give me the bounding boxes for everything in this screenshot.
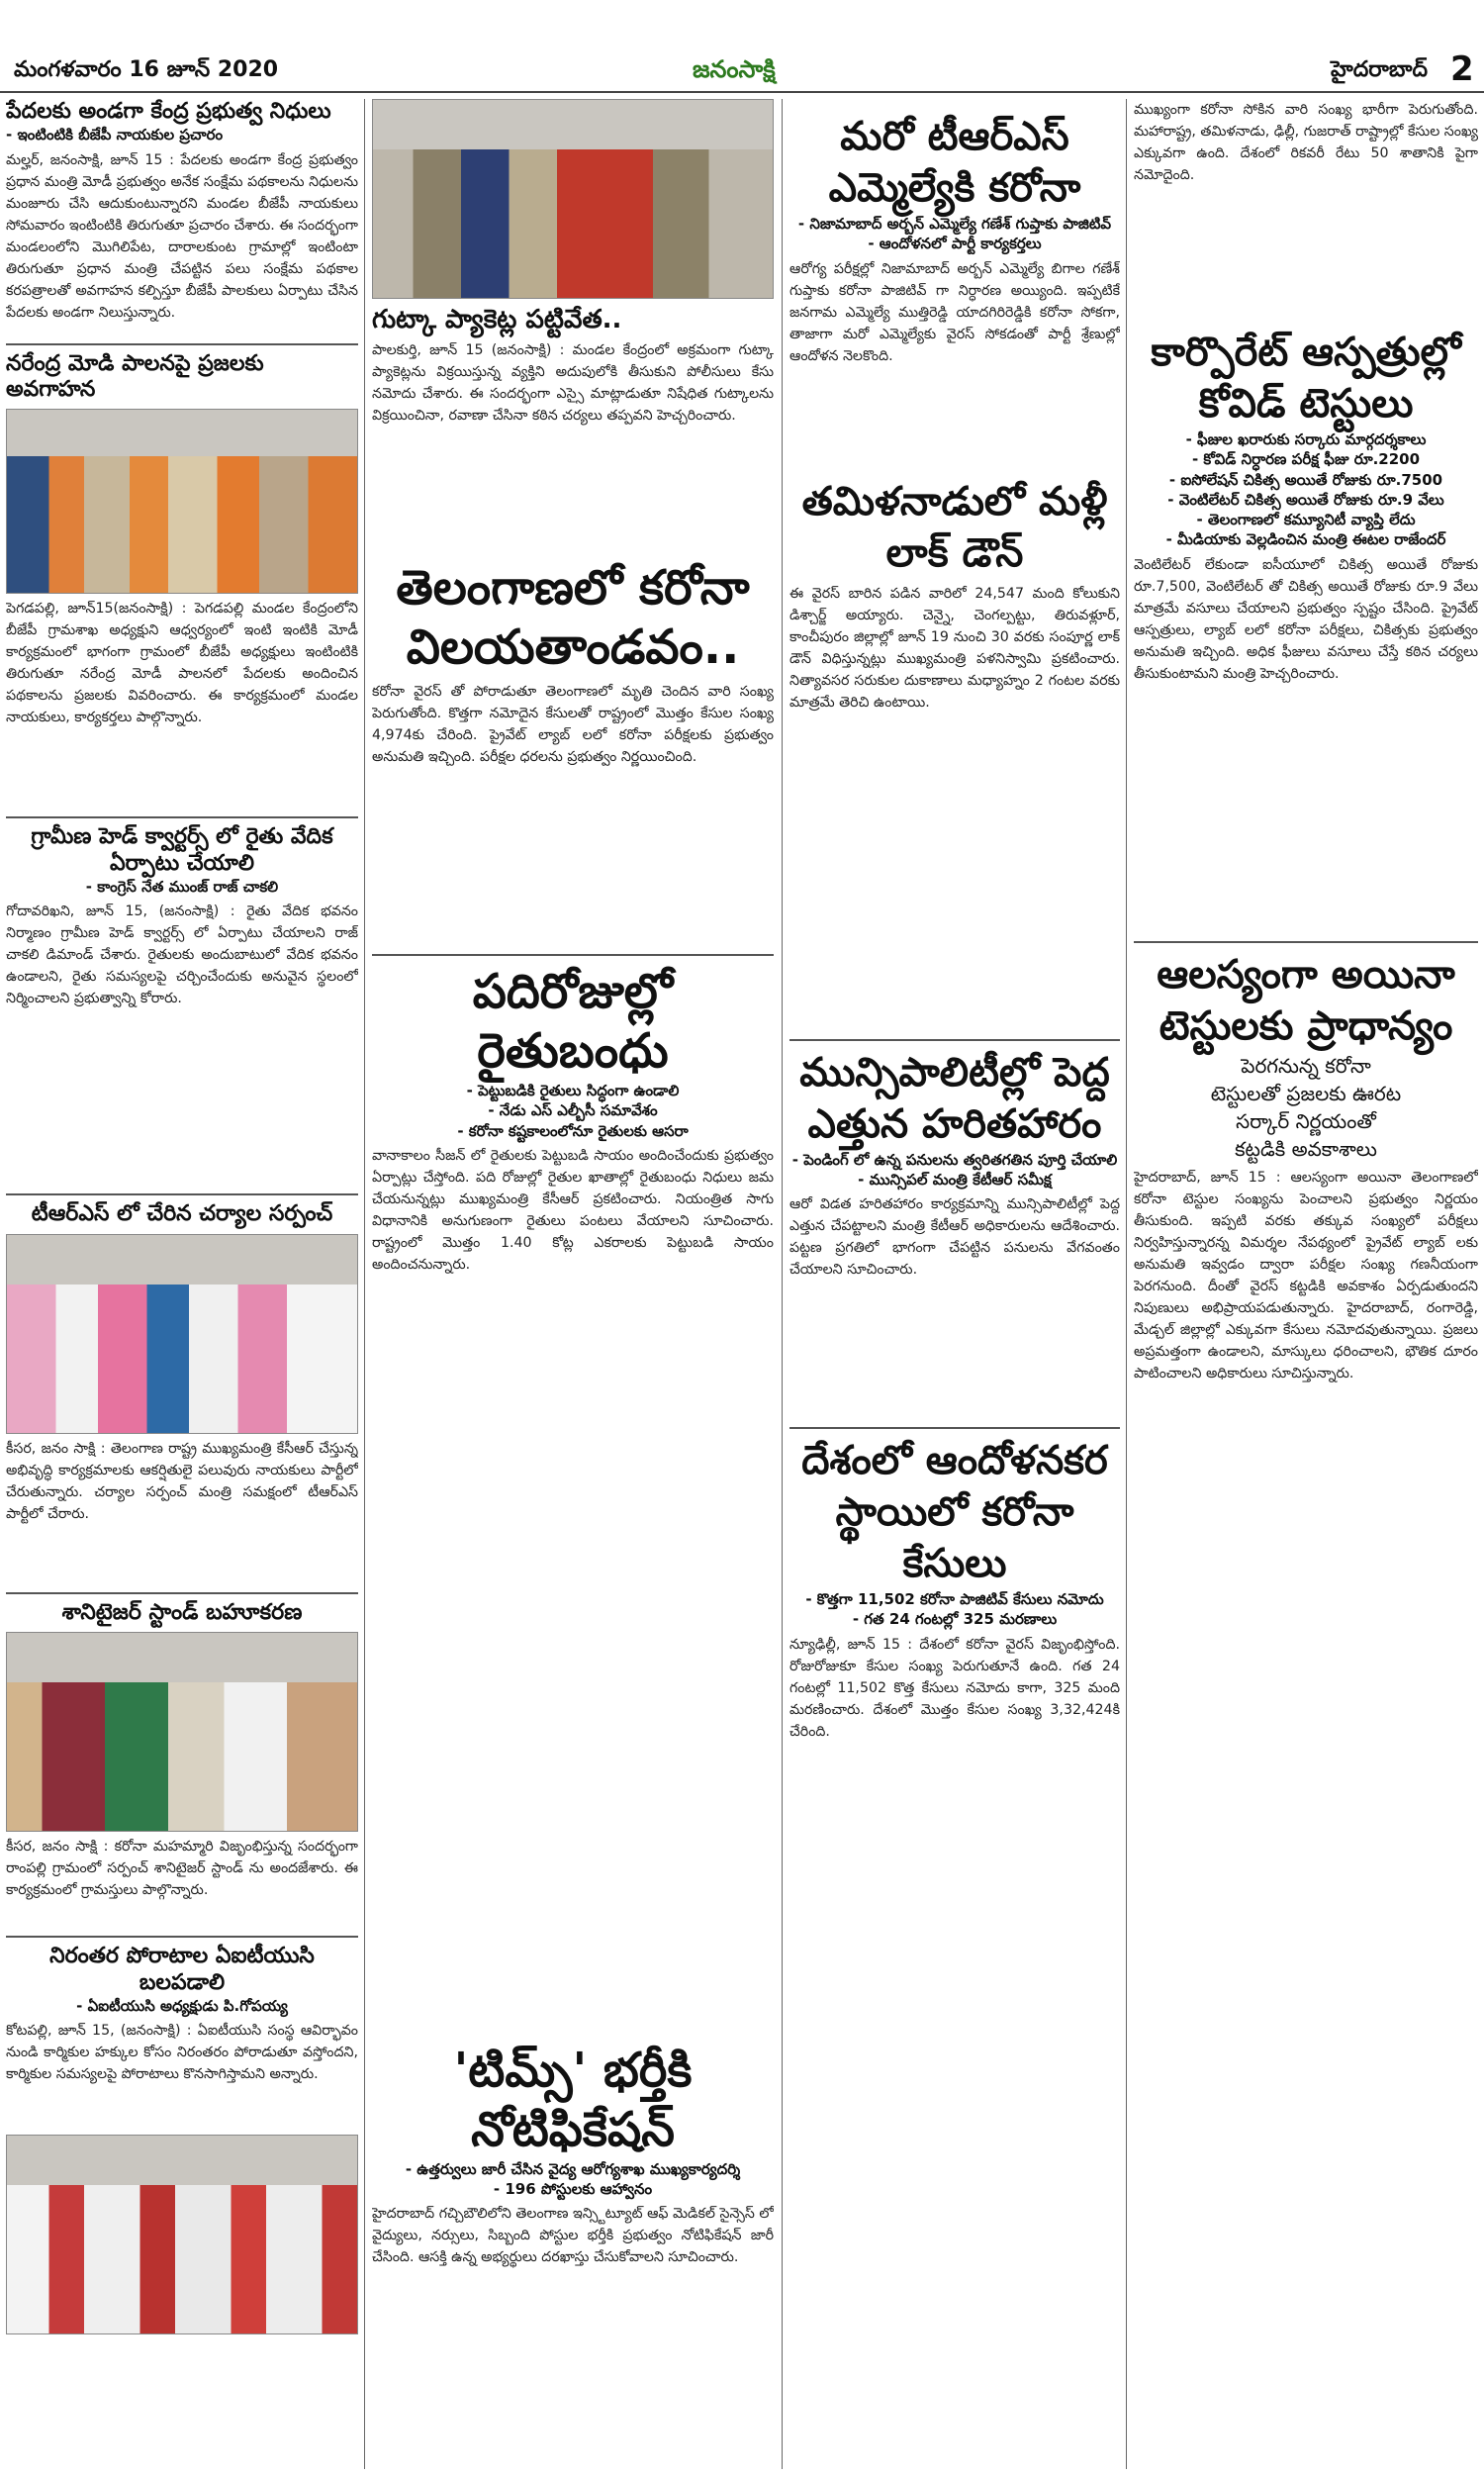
article-body: పాలకుర్తి, జూన్ 15 (జనంసాక్షి) : మండల కేంద్రంలో అక్రమంగా గుట్కా ప్యాకెట్లను విక్రయిస్తున్న వ్యక్తిని అదుపులోకి తీసుకుని పోలీసులు కేసు నమోదు చేశారు. ఈ సందర్భంగా ఎస్సై మాట్లాడుతూ నిషేధిత గుట్కాలను విక్రయించినా, రవాణా చేసినా కఠిన చర్యలు తప్పవని హెచ్చరించారు. <box>372 342 774 425</box>
article-headline: టీఆర్ఎస్ లో చేరిన చర్యాల సర్పంచ్ <box>31 1201 333 1227</box>
article-separator <box>6 343 358 345</box>
page-number: 2 <box>1450 49 1474 89</box>
article-subheadline: - కాంగ్రెస్ నేత ముంజ్ రాజ్ చాకలి <box>85 878 279 897</box>
column-1 <box>6 99 358 2469</box>
article-subheadline: - ఉత్తర్వులు జారీ చేసిన వైద్య ఆరోగ్యశాఖ ముఖ్యకార్యదర్శి <box>405 2159 741 2178</box>
article-body: హైదరాబాద్ గచ్చిబౌలిలోని తెలంగాణ ఇన్స్టిట్యూట్ ఆఫ్ మెడికల్ సైన్సెస్ లో వైద్యులు, నర్సులు, సిబ్బంది పోస్టుల భర్తీకి ప్రభుత్వం నోటిఫికేషన్ జారీ చేసింది. ఆసక్తి ఉన్న అభ్యర్థులు దరఖాస్తు చేసుకోవాలని సూచించారు. <box>372 2206 774 2266</box>
column-divider <box>364 99 365 2469</box>
article-headline: నిరంతర పోరాటాల ఏఐటీయుసి బలపడాలి <box>49 1944 315 1995</box>
article-body: ఈ వైరస్ బారిన పడిన వారిలో 24,547 మంది కోలుకుని డిశ్చార్జ్ అయ్యారు. చెన్నై, చెంగల్పట్టు, తిరువళ్లూర్, కాంచీపురం జిల్లాల్లో జూన్ 19 నుంచి 30 వరకు సంపూర్ణ లాక్ డౌన్ విధిస్తున్నట్లు ముఖ్యమంత్రి పళనిస్వామి ప్రకటించారు. నిత్యావసర సరుకుల దుకాణాలు మధ్యాహ్నం 2 గంటల వరకు మాత్రమే తెరిచి ఉంటాయి. <box>789 585 1120 711</box>
article-subheadline: - మీడియాకు వెల్లడించిన మంత్రి ఈటల రాజేందర్ <box>1165 530 1446 549</box>
news-photo <box>6 2135 358 2334</box>
article-subheadline: - పెండింగ్ లో ఉన్న పనులను త్వరితగతిన పూర్తి చేయాలి <box>791 1150 1118 1169</box>
article-body: పెగడపల్లి, జూన్15(జనంసాక్షి) : పెగడపల్లి మండల కేంద్రంలోని బీజేపీ గ్రామశాఖ అధ్యక్షుని ఆధ్వర్యంలో ఇంటి ఇంటికి మోడీ కార్యక్రమంలో భాగంగా గ్రామంలో బీజేపీ అధ్యక్షులు ఇంటింటికి తిరుగుతూ నరేంద్ర మోడీ పాలనలో పేదలకు అందించిన పథకాలను ప్రజలకు వివరించారు. ఈ కార్యక్రమంలో మండల నాయకులు, కార్యకర్తలు పాల్గొన్నారు. <box>6 601 358 726</box>
article-headline: కార్పొరేట్ ఆస్పత్రుల్లో కోవిడ్ టెస్టులు <box>1151 330 1461 427</box>
article-subheadline: - 196 పోస్టులకు ఆహ్వానం <box>493 2180 653 2199</box>
article-separator <box>789 1039 1120 1041</box>
masthead <box>0 0 1484 93</box>
article-body: ముఖ్యంగా కరోనా సోకిన వారి సంఖ్య భారీగా పెరుగుతోంది. మహారాష్ట్ర, తమిళనాడు, ఢిల్లీ, గుజరాత్ రాష్ట్రాల్లో కేసుల సంఖ్య ఎక్కువగా ఉంది. దేశంలో రికవరీ రేటు 50 శాతానికి పైగా నమోదైంది. <box>1134 102 1478 183</box>
article-subheadline: - ఐసోలేషన్ చికిత్స అయితే రోజుకు రూ.7500 <box>1168 470 1443 489</box>
edition-city: హైదరాబాద్ <box>1331 57 1428 82</box>
news-photo <box>6 1234 358 1434</box>
article-subheadline: పెరగనున్న కరోనా <box>1241 1053 1371 1078</box>
article-subheadline: - గత 24 గంటల్లో 325 మరణాలు <box>852 1610 1058 1629</box>
article-body: కరోనా వైరస్ తో పోరాడుతూ తెలంగాణలో మృతి చెందిన వారి సంఖ్య పెరుగుతోంది. కొత్తగా నమోదైన కేసులతో రాష్ట్రంలో మొత్తం కేసుల సంఖ్య 4,974కు చేరింది. ప్రైవేట్ ల్యాబ్ లలో కరోనా పరీక్షలకు ప్రభుత్వం అనుమతి ఇచ్చింది. పరీక్షల ధరలను ప్రభుత్వం నిర్ణయించింది. <box>372 684 774 766</box>
article-headline: మున్సిపాలిటీల్లో పెద్ద ఎత్తున హరితహారం <box>799 1049 1110 1147</box>
article-headline: పదిరోజుల్లో రైతుబంధు <box>472 964 674 1080</box>
article-headline: నరేంద్ర మోడి పాలనపై ప్రజలకు అవగాహన <box>6 350 264 403</box>
article-body: కోటపల్లి, జూన్ 15, (జనంసాక్షి) : ఏఐటీయుసి సంస్థ ఆవిర్భావం నుండి కార్మికుల హక్కుల కోసం నిరంతరం పోరాడుతూ వస్తోందని, కార్మికుల సమస్యలపై పోరాటాలు కొనసాగిస్తామని అన్నారు. <box>6 2023 358 2083</box>
news-photo <box>6 1632 358 1832</box>
article-separator <box>1134 941 1478 943</box>
article-separator <box>6 1936 358 1938</box>
article-subheadline: - వెంటిలేటర్ చికిత్స అయితే రోజుకు రూ.9 వేలు <box>1167 490 1444 509</box>
article-body: కీసర, జనం సాక్షి : కరోనా మహమ్మారి విజృంభిస్తున్న సందర్భంగా రాంపల్లి గ్రామంలో సర్పంచ్ శానిటైజర్ స్టాండ్ ను అందజేశారు. ఈ కార్యక్రమంలో గ్రామస్తులు పాల్గొన్నారు. <box>6 1839 358 1899</box>
article-body: హైదరాబాద్, జూన్ 15 : ఆలస్యంగా అయినా తెలంగాణలో కరోనా టెస్టుల సంఖ్యను పెంచాలని ప్రభుత్వం నిర్ణయం తీసుకుంది. ఇప్పటి వరకు తక్కువ సంఖ్యలో పరీక్షలు నిర్వహిస్తున్నారన్న విమర్శల నేపథ్యంలో ప్రైవేట్ ల్యాబ్ లకు అనుమతి ఇవ్వడం ద్వారా పరీక్షల సంఖ్య గణనీయంగా పెరగనుంది. దీంతో వైరస్ కట్టడికి అవకాశం ఏర్పడుతుందని నిపుణులు అభిప్రాయపడుతున్నారు. హైదరాబాద్, రంగారెడ్డి, మేడ్చల్ జిల్లాల్లో ఎక్కువగా కేసులు నమోదవుతున్నాయి. ప్రజలు అప్రమత్తంగా ఉండాలని, మాస్కులు ధరించాలని, భౌతిక దూరం పాటించాలని అధికారులు సూచిస్తున్నారు. <box>1134 1169 1478 1381</box>
article-subheadline: - నేడు ఎస్ ఎల్బీసీ సమావేశం <box>488 1101 658 1120</box>
article-body: గోదావరిఖని, జూన్ 15, (జనంసాక్షి) : రైతు వేదిక భవనం నిర్మాణం గ్రామీణ హెడ్ క్వార్టర్స్ లో ఏర్పాటు చేయాలని రాజ్ చాకలి డిమాండ్ చేశారు. రైతులకు అందుబాటులో వేదిక భవనం ఉండాలని, రైతు సమస్యలపై చర్చించేందుకు అనువైన స్థలంలో నిర్మించాలని ప్రభుత్వాన్ని కోరారు. <box>6 904 358 1007</box>
article-body: ఆరోగ్య పరీక్షల్లో నిజామాబాద్ అర్బన్ ఎమ్మెల్యే బిగాల గణేశ్ గుప్తాకు కరోనా పాజిటివ్ గా నిర్ధారణ అయ్యింది. ఇప్పటికే జనగామ ఎమ్మెల్యే ముత్తిరెడ్డి యాదగిరిరెడ్డికి కరోనా సోకగా, తాజాగా మరో ఎమ్మెల్యేకు వైరస్ సోకడంతో పార్టీ శ్రేణుల్లో ఆందోళన నెలకొంది. <box>789 260 1120 364</box>
article-headline: శానిటైజర్ స్టాండ్ బహూకరణ <box>61 1599 303 1625</box>
column-divider <box>1126 99 1127 2469</box>
article-headline: మరో టీఆర్ఎస్ ఎమ్మెల్యేకి కరోనా <box>828 114 1081 211</box>
newspaper-logo: జనంసాక్షి <box>693 55 776 83</box>
article-body: ఆరో విడత హరితహారం కార్యక్రమాన్ని మున్సిపాలిటీల్లో పెద్ద ఎత్తున చేపట్టాలని మంత్రి కేటీఆర్ అధికారులను ఆదేశించారు. పట్టణ ప్రగతిలో భాగంగా చేపట్టిన పనులను వేగవంతం చేయాలని సూచించారు. <box>789 1196 1120 1278</box>
article-body: వెంటిలేటర్ లేకుండా ఐసీయూలో చికిత్స అయితే రోజుకు రూ.7,500, వెంటిలేటర్ తో చికిత్స అయితే రోజుకు రూ.9 వేలు మాత్రమే వసూలు చేయాలని ప్రభుత్వం స్పష్టం చేసింది. ప్రైవేట్ ఆస్పత్రులు, ల్యాబ్ లలో కరోనా పరీక్షలు, చికిత్సకు ప్రభుత్వం అనుమతి ఇచ్చింది. అధిక ఫీజులు వసూలు చేస్తే కఠిన చర్యలు తీసుకుంటామని మంత్రి హెచ్చరించారు. <box>1134 556 1478 682</box>
article-subheadline: - ఫీజుల ఖరారుకు సర్కారు మార్గదర్శకాలు <box>1185 430 1427 448</box>
article-headline: దేశంలో ఆందోళనకర స్థాయిలో కరోనా కేసులు <box>801 1438 1108 1586</box>
news-photo <box>6 409 358 594</box>
article-headline: 'టిమ్స్' భర్తీకి నోటిఫికేషన్ <box>453 2042 693 2157</box>
article-separator <box>6 1193 358 1195</box>
article-subheadline: - పెట్టుబడికి రైతులు సిద్ధంగా ఉండాలి <box>466 1082 680 1100</box>
article-headline: ఆలస్యంగా అయినా టెస్టులకు ప్రాధాన్యం <box>1157 951 1455 1049</box>
article-subheadline: - మున్సిపల్ మంత్రి కేటీఆర్ సమీక్ష <box>858 1170 1052 1189</box>
article-separator <box>789 1427 1120 1429</box>
article-subheadline: టెస్టులతో ప్రజలకు ఊరట <box>1210 1081 1402 1105</box>
article-subheadline: కట్టడికి అవకాశాలు <box>1235 1136 1377 1161</box>
column-4 <box>1134 99 1478 2469</box>
article-subheadline: - ఏఐటీయుసి అధ్యక్షుడు పి.గోపయ్య <box>76 1997 288 2016</box>
article-separator <box>372 954 774 956</box>
article-headline: గుట్కా ప్యాకెట్ల పట్టివేత.. <box>372 305 622 334</box>
article-subheadline: సర్కార్ నిర్ణయంతో <box>1236 1108 1376 1133</box>
article-separator <box>6 1592 358 1594</box>
article-body: న్యూఢిల్లీ, జూన్ 15 : దేశంలో కరోనా వైరస్ విజృంభిస్తోంది. రోజురోజుకూ కేసుల సంఖ్య పెరుగుతూనే ఉంది. గత 24 గంటల్లో 11,502 కొత్త కేసులు నమోదు కాగా, 325 మంది మరణించారు. దేశంలో మొత్తం కేసుల సంఖ్య 3,32,424కి చేరింది. <box>789 1636 1120 1740</box>
column-3 <box>789 99 1120 2469</box>
article-subheadline: - కరోనా కష్టకాలంలోనూ రైతులకు ఆసరా <box>457 1121 689 1140</box>
article-headline: గ్రామీణ హెడ్ క్వార్టర్స్ లో రైతు వేదిక ఏర్పాటు చేయాలి <box>31 824 333 876</box>
article-headline: పేదలకు అండగా కేంద్ర ప్రభుత్వ నిధులు <box>6 99 331 124</box>
article-body: మల్హర్, జనంసాక్షి, జూన్ 15 : పేదలకు అండగా కేంద్ర ప్రభుత్వం ప్రధాన మంత్రి మోడీ ప్రభుత్వం అనేక సంక్షేమ పథకాలను నిధులను మంజూరు చేసి ఆదుకుంటున్నారని మండల బీజేపీ నాయకులు సోమవారం ఇంటింటికి తిరుగుతూ ప్రచారం చేశారు. ఈ సందర్భంగా మండలంలోని మొగిలిపేట, దారాలకుంట గ్రామాల్లో ఇంటింటా తిరుగుతూ ప్రధాన మంత్రి చేపట్టిన పలు సంక్షేమ పథకాల కరపత్రాలతో అవగాహన కల్పిస్తూ బీజేపీ పాలకులు ఏర్పాటు చేసిన పేదలకు అండగా నిలుస్తున్నారు. <box>6 151 358 321</box>
article-body: కీసర, జనం సాక్షి : తెలంగాణ రాష్ట్ర ముఖ్యమంత్రి కేసీఆర్ చేస్తున్న అభివృద్ధి కార్యక్రమాలకు ఆకర్షితులై పలువురు నాయకులు పార్టీలో చేరుతున్నారు. చర్యాల సర్పంచ్ మంత్రి సమక్షంలో టీఆర్ఎస్ పార్టీలో చేరారు. <box>6 1440 358 1522</box>
article-subheadline: - నిజామాబాద్ అర్బన్ ఎమ్మెల్యే గణేశ్ గుప్తాకు పాజిటివ్ <box>797 215 1112 233</box>
news-photo <box>372 99 774 299</box>
article-body: వానాకాలం సీజన్ లో రైతులకు పెట్టుబడి సాయం అందించేందుకు ప్రభుత్వం ఏర్పాట్లు చేస్తోంది. పది రోజుల్లో రైతుల ఖాతాల్లో రైతుబంధు నిధులు జమ చేయనున్నట్లు ముఖ్యమంత్రి కేసీఆర్ ప్రకటించారు. నియంత్రిత సాగు విధానానికి అనుగుణంగా రైతులు పంటలు వేయాలని సూచించారు. రాష్ట్రంలో మొత్తం 1.40 కోట్ల ఎకరాలకు పెట్టుబడి సాయం అందించనున్నారు. <box>372 1147 774 1273</box>
article-subheadline: - కోవిడ్ నిర్ధారణ పరీక్ష ఫీజు రూ.2200 <box>1191 450 1421 469</box>
article-subheadline: - ఆందోళనలో పార్టీ కార్యకర్తలు <box>868 235 1042 253</box>
article-subheadline: - తెలంగాణలో కమ్యూనిటీ వ్యాప్తి లేదు <box>1196 511 1416 528</box>
issue-date: మంగళవారం 16 జూన్ 2020 <box>14 57 279 82</box>
article-headline: తమిళనాడులో మళ్లీ లాక్ డౌన్ <box>801 478 1108 576</box>
article-headline: తెలంగాణలో కరోనా విలయతాండవం.. <box>396 560 750 676</box>
column-2 <box>372 99 774 2469</box>
article-subheadline: - కొత్తగా 11,502 కరోనా పాజిటివ్ కేసులు నమోదు <box>805 1590 1104 1608</box>
column-divider <box>782 99 783 2469</box>
article-subheadline: - ఇంటింటికి బీజేపీ నాయకుల ప్రచారం <box>6 126 224 144</box>
article-separator <box>6 816 358 818</box>
